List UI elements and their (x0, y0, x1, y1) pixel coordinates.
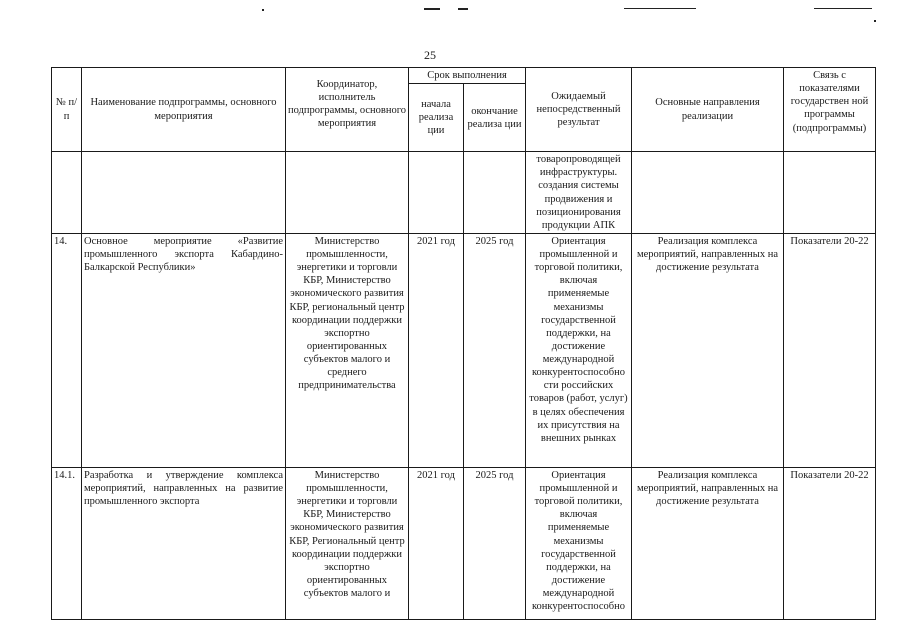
row-coordinator: Министерство промышленности, энергетики и торговли КБР, Министерство экономического развития КБР, региональный центр координации поддержки экспортно ориентированных субъектов малого и среднего предпринимательства (286, 233, 409, 467)
header-num: № п/п (52, 68, 82, 152)
scan-mark (424, 8, 440, 10)
row-name: Разработка и утверждение комплекса мероприятий, направленных на развитие промышленного экспорта (82, 467, 286, 619)
row-link (784, 152, 876, 234)
row-end (464, 152, 526, 234)
row-start (409, 152, 464, 234)
row-directions: Реализация комплекса мероприятий, направленных на достижение результата (632, 233, 784, 467)
row-expected: товаропроводящей инфраструктуры. создания системы продвижения и позиционирования продукции АПК (526, 152, 632, 234)
program-table (51, 67, 876, 620)
row-num: 14. (52, 233, 82, 467)
row-coordinator (286, 152, 409, 234)
table-row (52, 152, 876, 234)
row-name: Основное мероприятие «Развитие промышленного экспорта Кабардино-Балкарской Республики» (82, 233, 286, 467)
scan-mark (874, 20, 876, 22)
header-term-end: окончание реализа ции (464, 84, 526, 152)
row-start: 2021 год (409, 233, 464, 467)
scan-mark (624, 8, 696, 9)
row-coordinator (286, 467, 409, 619)
row-start: 2021 год (409, 467, 464, 619)
table-row (52, 233, 876, 467)
row-expected (526, 467, 632, 619)
scan-mark (262, 9, 264, 11)
row-directions (632, 152, 784, 234)
row-end: 2025 год (464, 233, 526, 467)
scan-mark (814, 8, 872, 9)
page-number: 25 (424, 48, 436, 62)
table-row (52, 467, 876, 619)
header-term-start: начала реализа ции (409, 84, 464, 152)
row-num (52, 152, 82, 234)
row-expected-text: Ориентация промышленной и торговой политики, включая применяемые механизмы государственной поддержки, на достижение международной конкурентоспособно (531, 469, 626, 613)
row-coordinator-text: Министерство промышленности, энергетики и торговли КБР, Министерство экономического развития КБР, Региональный центр координации поддержки экспортно ориентированных субъектов малого и (289, 469, 405, 599)
row-directions: Реализация комплекса мероприятий, направленных на достижение результата (632, 467, 784, 619)
header-term-group: Срок выполнения (409, 68, 526, 84)
row-link: Показатели 20-22 (784, 233, 876, 467)
header-directions: Основные направления реализации (632, 68, 784, 152)
header-expected: Ожидаемый непосредственный результат (526, 68, 632, 152)
header-coordinator: Координатор, исполнитель подпрограммы, основного мероприятия (286, 68, 409, 152)
row-end: 2025 год (464, 467, 526, 619)
header-link: Связь с показателями государствен ной программы (подпрограммы) (784, 68, 876, 152)
header-name: Наименование подпрограммы, основного мероприятия (82, 68, 286, 152)
row-link: Показатели 20-22 (784, 467, 876, 619)
row-name (82, 152, 286, 234)
row-num: 14.1. (52, 467, 82, 619)
row-expected: Ориентация промышленной и торговой политики, включая применяемые механизмы государственной поддержки, на достижение международной конкурентоспособно сти российских товаров (работ, услуг) в целях обеспечения их присутствия на внешних рынках (526, 233, 632, 467)
scan-mark (458, 8, 468, 10)
